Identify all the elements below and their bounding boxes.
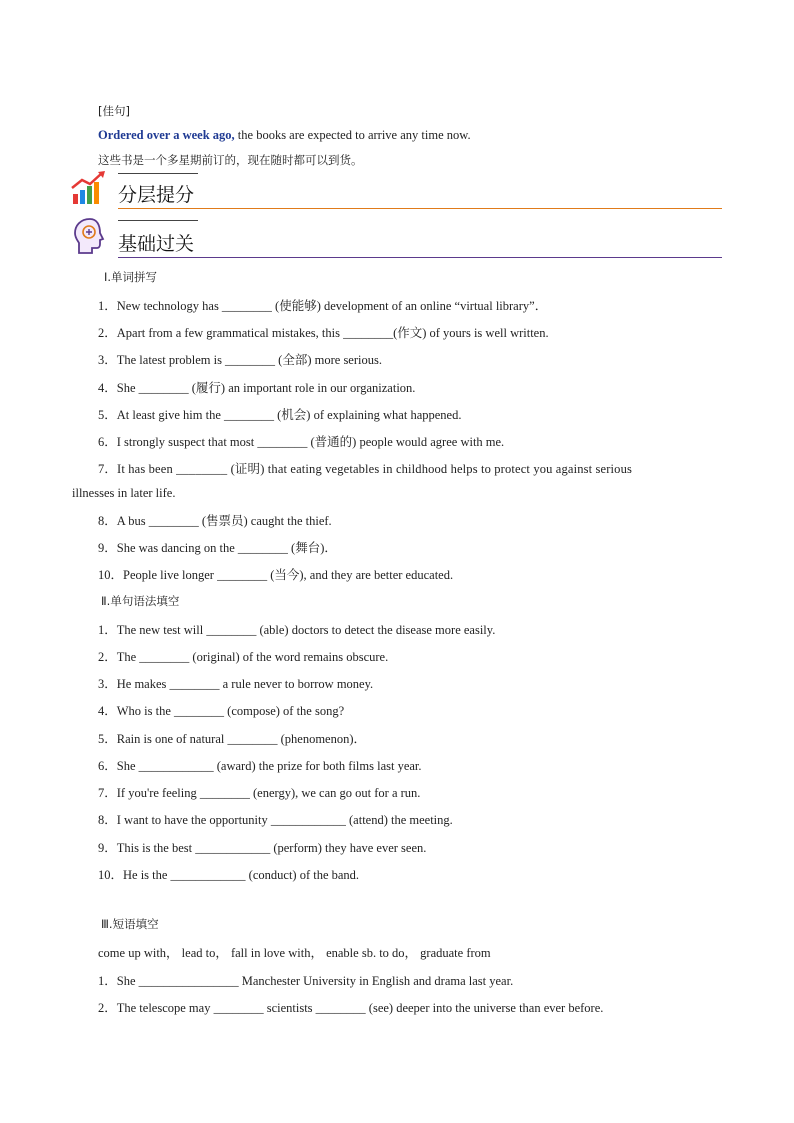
part2-item: 1．The new test will ________ (able) doctors to detect the disease more easily. [98,623,496,637]
part2-item: 7．If you're feeling ________ (energy), we can go out for a run. [98,786,421,800]
part3-heading: Ⅲ.短语填空 [101,917,159,931]
part1-item: 4．She ________ (履行) an important role in our organization. [98,381,416,395]
part1-heading: Ⅰ.单词拼写 [104,270,158,284]
chart-up-icon [70,170,108,206]
part1-item-continuation: illnesses in later life. [72,486,176,500]
part2-item: 6．She ____________ (award) the prize for both films last year. [98,759,422,773]
part1-item: 5．At least give him the ________ (机会) of explaining what happened. [98,408,462,422]
part2-item: 4．Who is the ________ (compose) of the song? [98,704,345,718]
part3-item: 1．She ________________ Manchester University in English and drama last year. [98,974,514,988]
section-title-tier: 分层提分 [118,184,195,206]
jiaju-bold: Ordered over a week ago, [98,128,235,142]
part2-item: 2．The ________ (original) of the word remains obscure. [98,650,389,664]
section-top-rule-2 [118,220,198,221]
part1-item: 6．I strongly suspect that most ________ (普通的) people would agree with me. [98,435,505,449]
part1-item: 3．The latest problem is ________ (全部) more serious. [98,353,382,367]
part3-options: come up with， lead to， fall in love with， enable sb. to do， graduate from [98,946,491,960]
part1-item: 7．It has been ________ (证明) that eating vegetables in childhood helps to protect you against serious [98,462,632,476]
part1-item: 2．Apart from a few grammatical mistakes, this ________(作文) of yours is well written. [98,326,549,340]
jiaju-sentence [98,128,471,143]
section-title-basic: 基础过关 [118,233,195,255]
part1-item: 9．She was dancing on the ________ (舞台)． [98,541,337,555]
part1-item: 8．A bus ________ (售票员) caught the thief. [98,514,332,528]
part2-item: 10．He is the ____________ (conduct) of the band. [98,868,360,882]
section-top-rule [118,173,198,174]
head-brain-icon [72,216,108,256]
part3-item: 2．The telescope may ________ scientists ________ (see) deeper into the universe than ever before. [98,1001,604,1015]
section-rule-purple [118,257,722,258]
part1-item: 10．People live longer ________ (当今), and they are better educated. [98,568,454,582]
jiaju-translation: 这些书是一个多星期前订的，现在随时都可以到货。 [98,153,363,167]
section-rule-orange [118,208,722,209]
jiaju-label: [佳句] [98,104,130,118]
part2-item: 5．Rain is one of natural ________ (phenomenon)． [98,732,367,746]
part2-item: 8．I want to have the opportunity ____________ (attend) the meeting. [98,813,453,827]
part2-item: 9．This is the best ____________ (perform) they have ever seen. [98,841,427,855]
part1-item: 1．New technology has ________ (使能够) development of an online “virtual library”． [98,299,548,313]
jiaju-rest: the books are expected to arrive any time now. [234,128,471,142]
part2-heading: Ⅱ.单句语法填空 [101,594,180,608]
part2-item: 3．He makes ________ a rule never to borrow money. [98,677,374,691]
